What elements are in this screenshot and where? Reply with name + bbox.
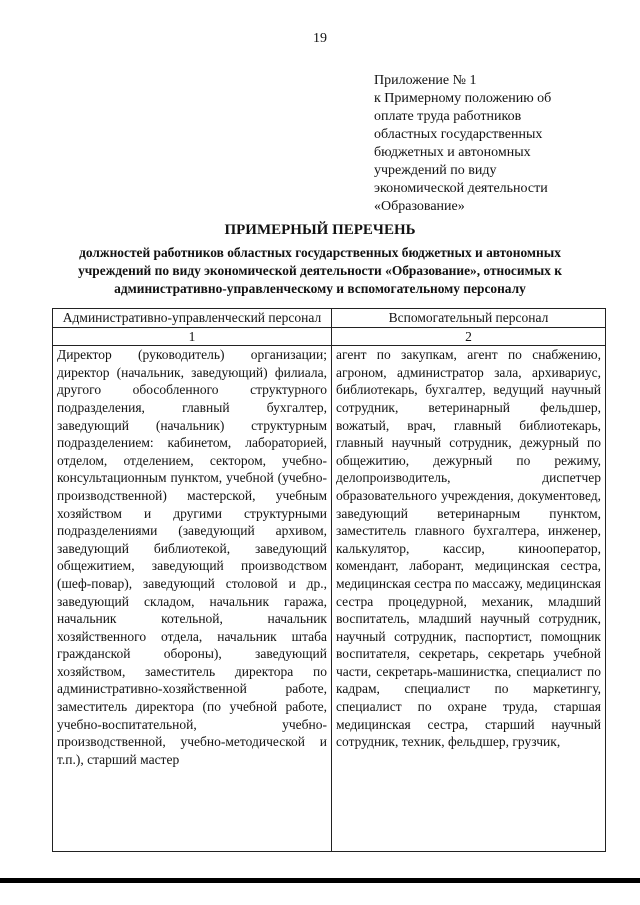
appendix-line: к Примерному положению об [374, 91, 552, 106]
column-number: 2 [332, 327, 606, 346]
positions-table [52, 308, 606, 852]
column-number: 1 [53, 327, 332, 346]
appendix-line: Приложение № 1 [374, 73, 477, 88]
appendix-line: областных государственных [374, 127, 543, 142]
footer-rule [0, 878, 640, 883]
table-header-row [53, 309, 606, 328]
appendix-line: экономической деятельности [374, 181, 548, 196]
column-number-row [53, 327, 606, 346]
subtitle-line: учреждений по виду экономической деятельности «Образование», относимых к [78, 263, 562, 278]
page-number: 19 [313, 31, 327, 46]
support-staff-list: агент по закупкам, агент по снабжению, агроном, администратор зала, архивариус, библиотекарь, бухгалтер, ведущий научный сотрудник, ветеринарный фельдшер, вожатый, врач, главный библиотекарь, главный научный сотрудник, дежурный по общежитию, дежурный по режиму, делопроизводитель, диспетчер образовательного учреждения, документовед, заведующий ветеринарным пунктом, заместитель главного бухгалтера, инженер, калькулятор, кассир, кинооператор, комендант, лаборант, медицинская сестра, медицинская сестра по массажу, медицинская сестра процедурной, механик, младший воспитатель, младший научный сотрудник, научный сотрудник, паспортист, помощник воспитателя, секретарь, секретарь учебной части, секретарь-машинистка, специалист по кадрам, специалист по маркетингу, специалист по охране труда, старшая медицинская сестра, старший научный сотрудник, техник, фельдшер, грузчик, [332, 346, 606, 852]
subtitle-line: административно-управленческому и вспомогательному персоналу [114, 281, 526, 296]
header-support-staff: Вспомогательный персонал [332, 309, 606, 328]
admin-staff-list: Директор (руководитель) организации; директор (начальник, заведующий) филиала, другого обособленного структурного подразделения, главный бухгалтер, заведующий (начальник) структурным подразделением: кабинетом, лабораторией, отделом, отделением, сектором, учебно-консультационным пунктом, учебной (учебно-производственной) мастерской, учебным хозяйством и другими структурными подразделениями (заведующий архивом, заведующий библиотекой, заведующий общежитием, заведующий производством (шеф-повар), заведующий столовой и др., заведующий складом, начальник гаража, начальник котельной, начальник хозяйственного отдела, начальник штаба гражданской обороны), заведующий хозяйством, заместитель директора по административно-хозяйственной работе, заместитель директора (по учебной работе, учебно-воспитательной, учебно-производственной, учебно-методической и т.п.), старший мастер [53, 346, 332, 852]
appendix-note [374, 72, 594, 216]
appendix-line: бюджетных и автономных [374, 145, 531, 160]
appendix-line: «Образование» [374, 199, 465, 214]
subtitle-line: должностей работников областных государственных бюджетных и автономных [79, 245, 561, 260]
document-subtitle [40, 244, 600, 298]
header-admin-staff: Административно-управленческий персонал [53, 309, 332, 328]
appendix-line: учреждений по виду [374, 163, 497, 178]
appendix-line: оплате труда работников [374, 109, 522, 124]
document-title: ПРИМЕРНЫЙ ПЕРЕЧЕНЬ [224, 222, 416, 238]
table-row [53, 346, 606, 852]
